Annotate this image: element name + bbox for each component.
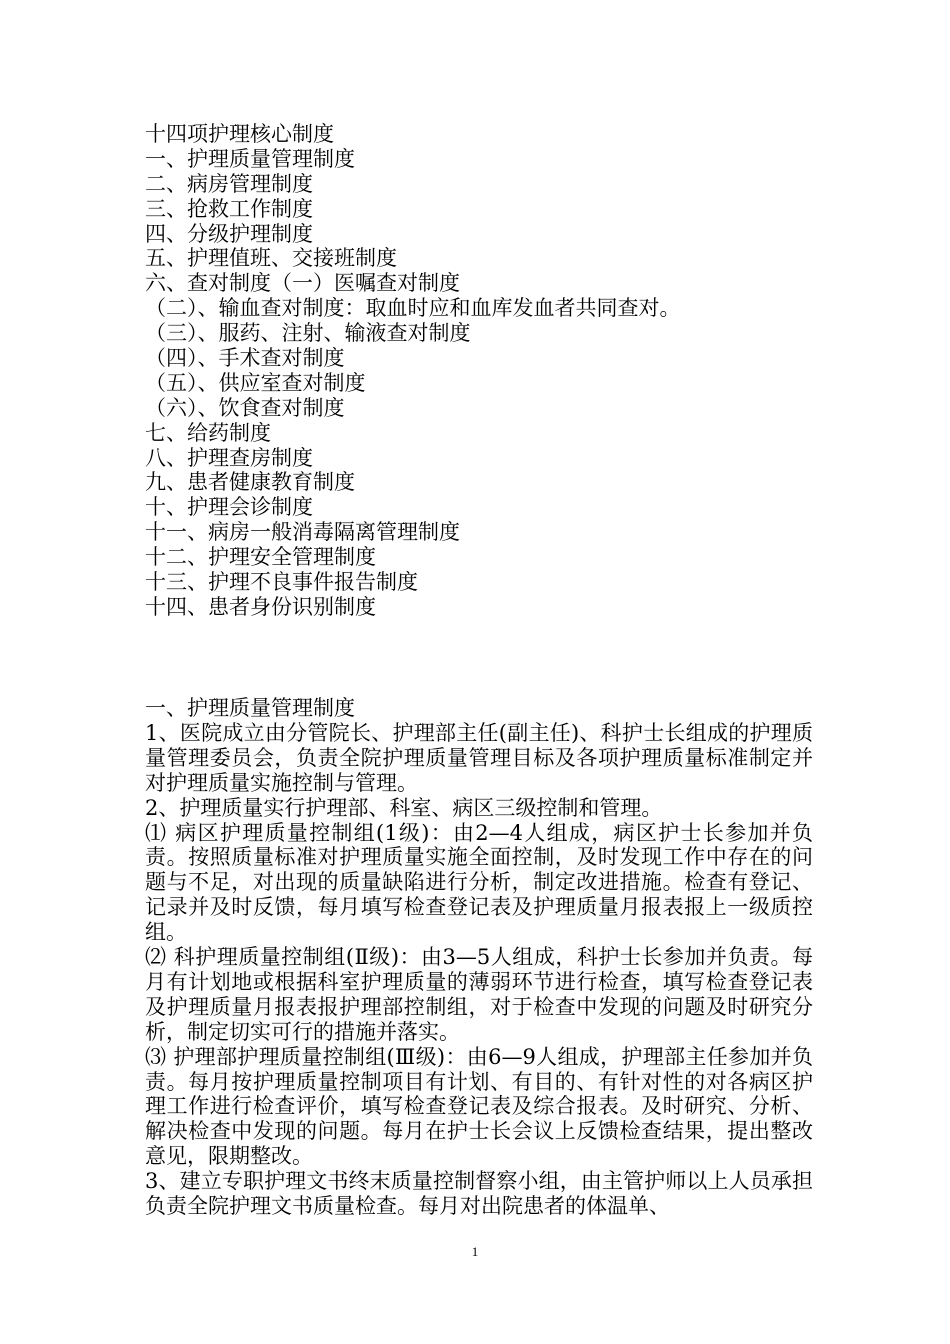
toc-item: 一、护理质量管理制度 — [145, 146, 355, 171]
toc-item: （五）、供应室查对制度 — [145, 370, 366, 395]
toc-item: 十二、护理安全管理制度 — [145, 545, 376, 570]
toc-item: 十四、患者身份识别制度 — [145, 594, 376, 619]
toc-item: （六）、饮食查对制度 — [145, 395, 345, 420]
toc-title: 十四项护理核心制度 — [145, 122, 334, 146]
toc-item: 四、分级护理制度 — [145, 221, 313, 246]
toc-item: 六、查对制度（一）医嘱查对制度 — [145, 271, 460, 296]
toc-item: （三）、服药、注射、输液查对制度 — [145, 321, 471, 346]
paragraph: 2、护理质量实行护理部、科室、病区三级控制和管理。 — [145, 795, 663, 820]
toc-item: 十、护理会诊制度 — [145, 495, 313, 520]
paragraph: ⑵ 科护理质量控制组(Ⅱ级)：由3—5人组成，科护士长参加并负责。每月有计划地或根据科室护理质量的薄弱环节进行检查，填写检查登记表及护理质量月报表报护理部控制组，对于检查中发现的问题及时研究分析，制定切实可行的措施并落实。 — [145, 945, 813, 1044]
toc-item: 三、抢救工作制度 — [145, 196, 313, 221]
section-heading: 一、护理质量管理制度 — [145, 696, 355, 720]
toc-item: 二、病房管理制度 — [145, 171, 313, 196]
toc-item: （四）、手术查对制度 — [145, 346, 345, 371]
toc-item: 十三、护理不良事件报告制度 — [145, 570, 418, 595]
table-of-contents — [145, 122, 825, 620]
paragraph: 3、建立专职护理文书终末质量控制督察小组，由主管护师以上人员承担负责全院护理文书质量检查。每月对出院患者的体温单、 — [145, 1169, 813, 1219]
page-number: 1 — [471, 1244, 479, 1259]
toc-item: 十一、病房一般消毒隔离管理制度 — [145, 520, 460, 545]
toc-item: 七、给药制度 — [145, 420, 271, 445]
section-body — [145, 696, 813, 1219]
toc-item: 八、护理查房制度 — [145, 445, 313, 470]
toc-item: （二）、输血查对制度：取血时应和血库发血者共同查对。 — [145, 296, 681, 321]
paragraph: 1、医院成立由分管院长、护理部主任(副主任)、科护士长组成的护理质量管理委员会，负责全院护理质量管理目标及各项护理质量标准制定并对护理质量实施控制与管理。 — [145, 720, 813, 795]
paragraph: ⑶ 护理部护理质量控制组(Ⅲ级)：由6—9人组成，护理部主任参加并负责。每月按护理质量控制项目有计划、有目的、有针对性的对各病区护理工作进行检查评价，填写检查登记表及综合报表。及时研究、分析、解决检查中发现的问题。每月在护士长会议上反馈检查结果，提出整改意见，限期整改。 — [145, 1044, 813, 1169]
toc-item: 五、护理值班、交接班制度 — [145, 246, 397, 271]
paragraph: ⑴ 病区护理质量控制组(1级)：由2—4人组成，病区护士长参加并负责。按照质量标准对护理质量实施全面控制，及时发现工作中存在的问题与不足，对出现的质量缺陷进行分析，制定改进措施。检查有登记、记录并及时反馈，每月填写检查登记表及护理质量月报表报上一级质控组。 — [145, 820, 813, 945]
toc-item: 九、患者健康教育制度 — [145, 470, 355, 495]
